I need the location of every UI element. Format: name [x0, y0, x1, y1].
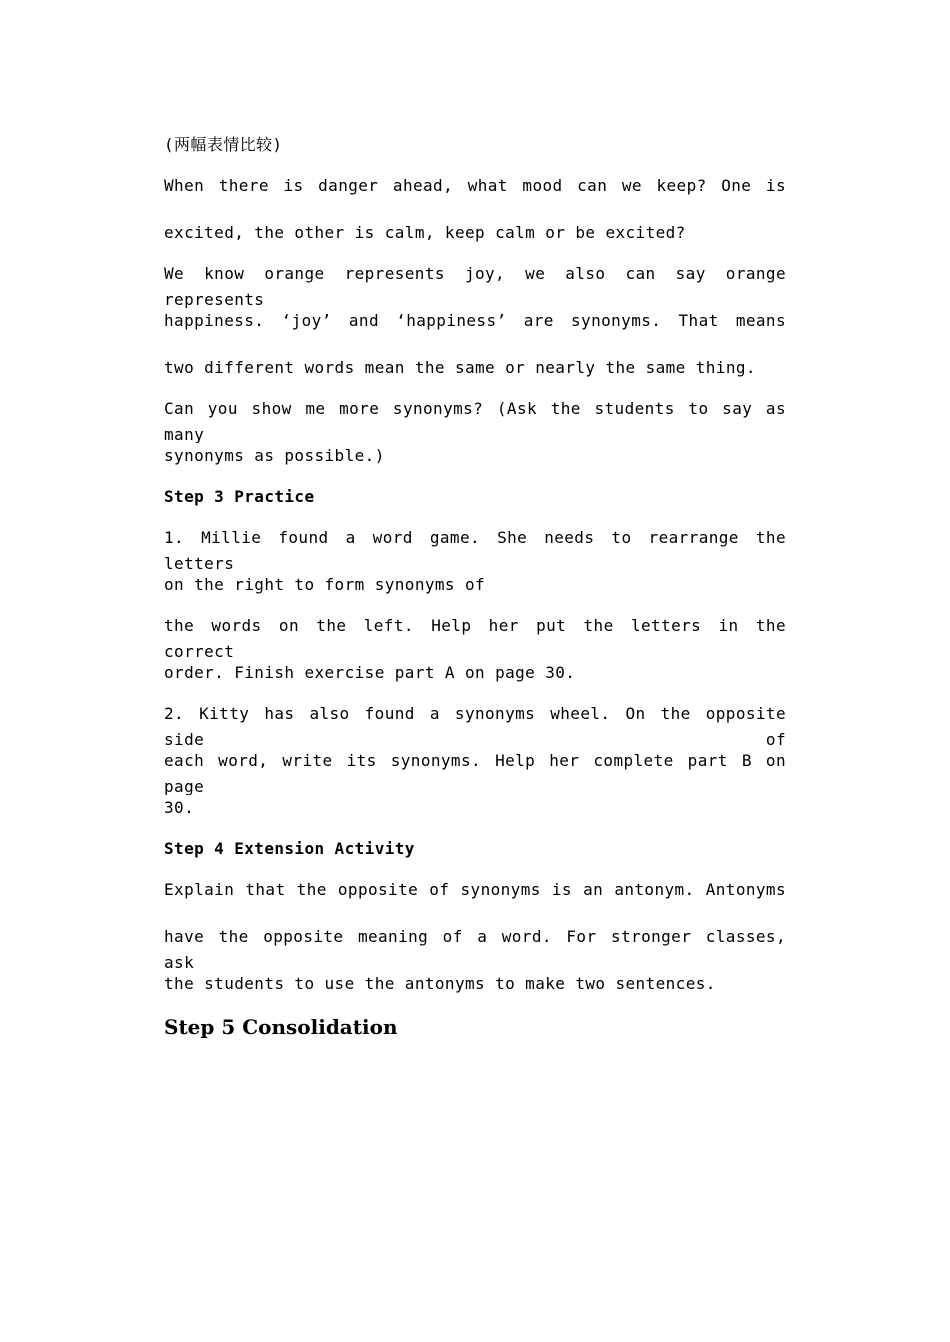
step-3-heading: Step 3 Practice: [164, 487, 315, 506]
step-4-heading: Step 4 Extension Activity: [164, 839, 415, 858]
paragraph-line: We know orange represents joy, we also can say orange represents: [164, 264, 786, 308]
paragraph-line: 2. Kitty has also found a synonyms wheel. On the opposite side of: [164, 704, 786, 748]
paragraph-line: When there is danger ahead, what mood can we keep? One is: [164, 176, 786, 195]
step-5-heading: Step 5 Consolidation: [164, 1015, 398, 1039]
paragraph-line: Explain that the opposite of synonyms is an antonym. Antonyms: [164, 880, 786, 899]
paragraph-line: 30.: [164, 798, 195, 817]
paragraph-line: order. Finish exercise part A on page 30.: [164, 663, 576, 682]
paragraph-line: excited, the other is calm, keep calm or be excited?: [164, 223, 686, 242]
paragraph-line: Can you show me more synonyms? (Ask the students to say as many: [164, 399, 786, 443]
document-body: [164, 132, 786, 1055]
note-line: (两幅表情比较): [164, 135, 283, 154]
paragraph-line: two different words mean the same or nearly the same thing.: [164, 358, 756, 377]
paragraph-line: each word, write its synonyms. Help her complete part B on page: [164, 751, 786, 795]
paragraph-line: 1. Millie found a word game. She needs to rearrange the letters: [164, 528, 786, 572]
paragraph-line: on the right to form synonyms of: [164, 575, 486, 594]
paragraph-line: synonyms as possible.): [164, 446, 385, 465]
paragraph-line: the words on the left. Help her put the letters in the correct: [164, 616, 786, 660]
paragraph-line: have the opposite meaning of a word. For stronger classes, ask: [164, 927, 786, 971]
paragraph-line: happiness. ‘joy’ and ‘happiness’ are synonyms. That means: [164, 311, 786, 330]
paragraph-line: the students to use the antonyms to make two sentences.: [164, 974, 716, 993]
